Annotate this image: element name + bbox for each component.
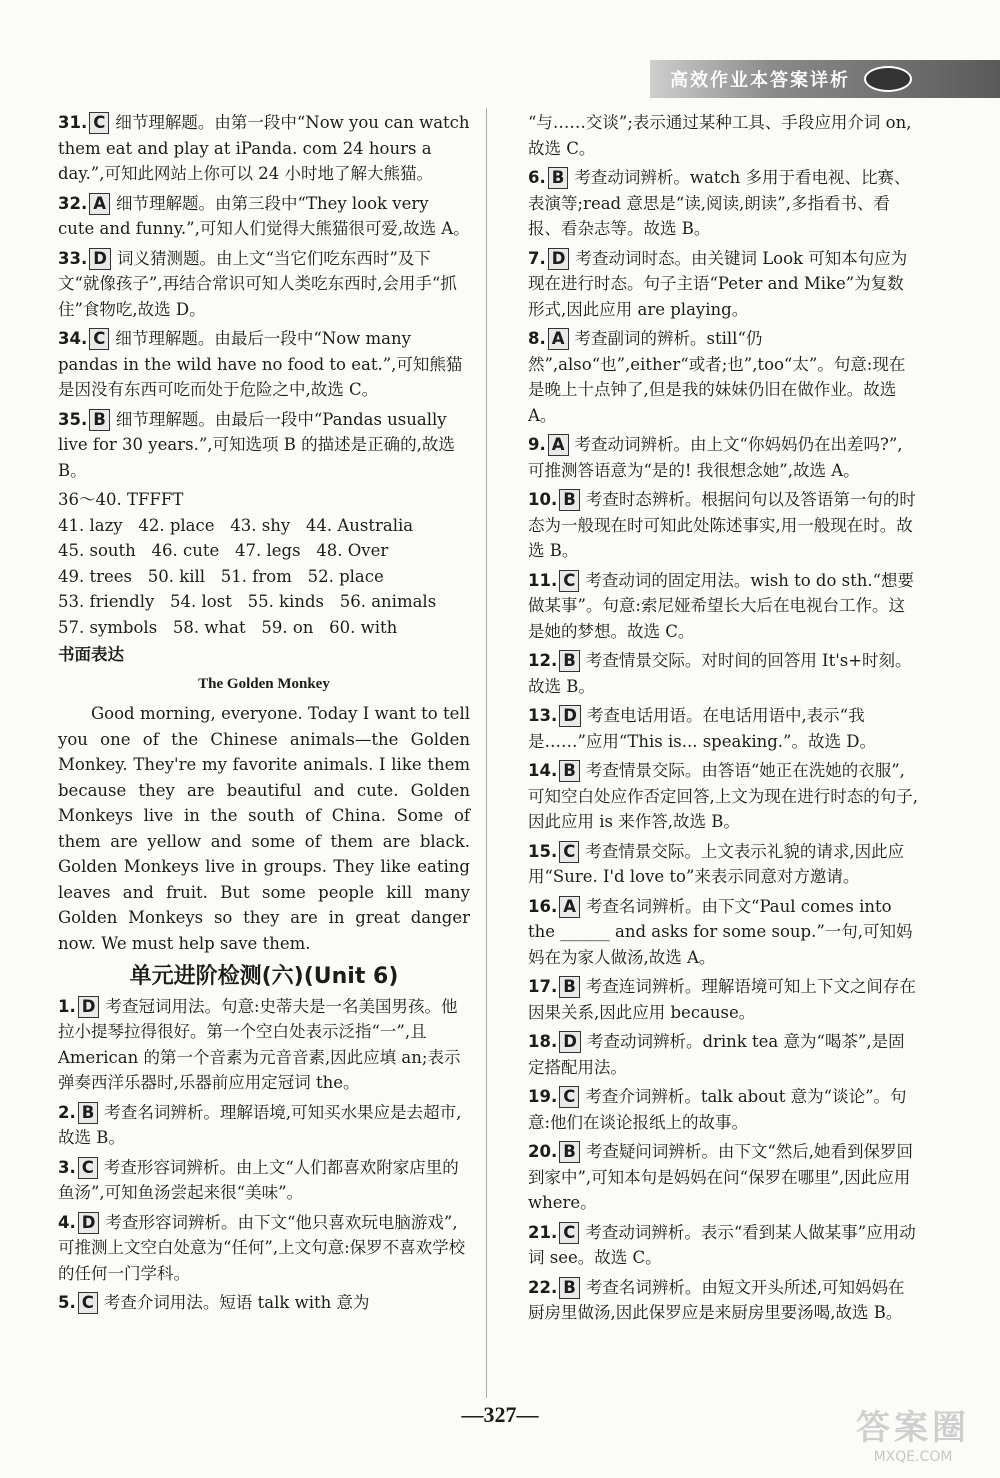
- answer-letter-box: B: [559, 650, 580, 672]
- answer-item: [528, 568, 918, 645]
- explanation-text: 考查动词辨析。由上文“你妈妈仍在出差吗?”,可推测答语意为“是的! 我很想念她”,故选 A。: [528, 435, 903, 480]
- answer-item: [58, 1100, 470, 1151]
- explanation-text: 考查介词用法。短语 talk with 意为: [103, 1293, 370, 1312]
- answer-letter-box: D: [548, 248, 570, 270]
- answer-item: [528, 839, 918, 890]
- answer-letter-box: C: [559, 1086, 579, 1108]
- continued-text: “与……交谈”;表示通过某种工具、手段应用介词 on,故选 C。: [528, 113, 912, 158]
- question-number: 12.: [528, 651, 558, 670]
- unit-title: 单元进阶检测(六)(Unit 6): [129, 964, 399, 989]
- answer-letter-box: D: [89, 248, 111, 270]
- essay-body: Good morning, everyone. Today I want to tell you one of the Chinese animals—the Golden Monkey. They're my favorite animals. I like them because they are beautiful and cute. Golden Monkeys live in the south of China. Some of them are yellow and some of them are black. Golden Monkeys live in groups. They like eating leaves and fruit. But some people kill many Golden Monkeys so they are in great danger now. We must help save them.: [58, 704, 470, 953]
- question-number: 5.: [58, 1293, 76, 1312]
- explanation-text: 词义猜测题。由上文“当它们吃东西时”及下文“就像孩子”,再结合常识可知人类吃东西时,会用手“抓住”食物吃,故选 D。: [58, 248, 457, 319]
- answer-line: 36～40. TFFFT: [58, 490, 184, 509]
- answer-item: [528, 1275, 918, 1326]
- answer-item: [58, 1210, 470, 1287]
- question-number: 16.: [528, 896, 558, 916]
- watermark-logo: [838, 1400, 988, 1470]
- answer-item: [528, 758, 918, 835]
- answer-letter-box: C: [559, 570, 579, 592]
- question-number: 4.: [58, 1212, 76, 1232]
- explanation-text: 考查动词辨析。表示“看到某人做某事”应用动词 see。故选 C。: [528, 1222, 916, 1267]
- header-title: 高效作业本答案详析: [670, 70, 850, 91]
- question-number: 33.: [58, 248, 88, 268]
- explanation-text: 细节理解题。由最后一段中“Now many pandas in the wild have no food to eat.”,可知熊猫是因没有东西可吃而处于危险之中,故选 C。: [58, 329, 463, 399]
- answer-letter-box: B: [559, 976, 580, 998]
- answer-letter-box: B: [89, 409, 110, 431]
- explanation-text: 考查情景交际。由答语“她正在洗她的衣服”,可知空白处应作否定回答,上文为现在进行时态的句子,因此应用 is 来作答,故选 B。: [528, 761, 918, 831]
- explanation-text: 考查形容词辨析。由上文“人们都喜欢附家店里的鱼汤”,可知鱼汤尝起来很“美味”。: [58, 1157, 459, 1202]
- explanation-text: 考查动词辨析。watch 多用于看电视、比赛、表演等;read 意思是“读,阅读,朗读”,多指看书、看报、看杂志等。故选 B。: [528, 168, 911, 238]
- explanation-text: 考查疑问词辨析。由下文“然后,她看到保罗回到家中”,可知本句是妈妈在问“保罗在哪里”,因此应用 where。: [528, 1142, 913, 1212]
- answer-item: [528, 703, 918, 754]
- page-number: —327—: [461, 1402, 539, 1427]
- answer-item: [58, 246, 470, 323]
- essay-title: The Golden Monkey: [198, 675, 330, 692]
- answer-letter-box: C: [78, 1292, 98, 1314]
- answer-line: 53. friendly 54. lost 55. kinds 56. animals: [58, 592, 437, 611]
- explanation-text: 细节理解题。由第三段中“They look very cute and funny.”,可知人们觉得大熊猫很可爱,故选 A。: [58, 193, 470, 238]
- explanation-text: 细节理解题。由最后一段中“Pandas usually live for 30 years.”,可知选项 B 的描述是正确的,故选 B。: [58, 409, 455, 480]
- answer-item: [528, 432, 918, 483]
- question-number: 7.: [528, 248, 546, 268]
- answer-item: [58, 1290, 470, 1316]
- question-number: 14.: [528, 761, 558, 780]
- answer-letter-box: B: [559, 489, 580, 511]
- answer-letter-box: A: [89, 193, 110, 215]
- answer-letter-box: C: [89, 112, 109, 134]
- question-number: 21.: [528, 1222, 558, 1242]
- answer-letter-box: C: [559, 841, 579, 863]
- answer-item: [58, 1155, 470, 1206]
- answer-letter-box: B: [559, 1277, 580, 1299]
- explanation-text: 考查连词辨析。理解语境可知上下文之间存在因果关系,因此应用 because。: [528, 977, 916, 1022]
- answer-item: [528, 1139, 918, 1216]
- question-number: 32.: [58, 193, 88, 213]
- watermark-url: MXQE.COM: [873, 1449, 953, 1465]
- watermark-text: 答案圈: [856, 1408, 970, 1448]
- answer-letter-box: C: [89, 328, 109, 350]
- explanation-text: 考查名词辨析。理解语境,可知买水果应是去超市,故选 B。: [58, 1102, 462, 1147]
- answer-item: [528, 326, 918, 428]
- answer-item: [58, 407, 470, 484]
- explanation-text: 考查动词时态。由关键词 Look 可知本句应为现在进行时态。句子主语“Peter and Mike”为复数形式,因此应用 are playing。: [528, 248, 908, 319]
- answer-letter-box: B: [559, 760, 580, 782]
- answer-letter-box: D: [78, 996, 100, 1018]
- answer-letter-box: D: [78, 1212, 100, 1234]
- question-number: 8.: [528, 329, 546, 348]
- answer-letter-box: C: [559, 1222, 579, 1244]
- answer-item: [58, 191, 470, 242]
- question-number: 17.: [528, 977, 558, 996]
- explanation-text: 考查形容词辨析。由下文“他只喜欢玩电脑游戏”,可推测上文空白处意为“任何”,上文句意:保罗不喜欢学校的任何一门学科。: [58, 1212, 466, 1283]
- question-number: 20.: [528, 1142, 558, 1161]
- question-number: 1.: [58, 996, 76, 1016]
- answer-letter-box: B: [78, 1102, 99, 1124]
- question-number: 31.: [58, 113, 88, 132]
- explanation-text: 考查副词的辨析。still“仍然”,also“也”,either“或者;也”,too“太”。句意:现在是晚上十点钟了,但是我的妹妹仍旧在做作业。故选 A。: [528, 329, 906, 425]
- explanation-text: 考查电话用语。在电话用语中,表示“我是……”应用“This is... speaking.”。故选 D。: [528, 706, 876, 751]
- answer-letter-box: A: [559, 896, 580, 918]
- question-number: 35.: [58, 409, 88, 429]
- explanation-text: 考查冠词用法。句意:史蒂夫是一名美国男孩。他拉小提琴拉得很好。第一个空白处表示泛指“一”,且 American 的第一个音素为元音音素,因此应填 an;表示弹奏西洋乐器时,乐器前应用定冠词 the。: [58, 996, 461, 1092]
- answer-letter-box: D: [559, 705, 581, 727]
- column-divider: [486, 108, 487, 1398]
- question-number: 19.: [528, 1087, 558, 1106]
- book-logo-icon: [864, 66, 912, 92]
- answer-letter-box: A: [548, 328, 569, 350]
- answer-item: [528, 648, 918, 699]
- question-number: 15.: [528, 841, 558, 861]
- explanation-text: 考查介词辨析。talk about 意为“谈论”。句意:他们在谈论报纸上的故事。: [528, 1087, 907, 1132]
- answer-item: [528, 1220, 918, 1271]
- explanation-text: 考查情景交际。上文表示礼貌的请求,因此应用“Sure. I'd love to”来表示同意对方邀请。: [528, 841, 905, 886]
- explanation-text: 考查名词辨析。由短文开头所述,可知妈妈在厨房里做汤,因此保罗应是来厨房里要汤喝,故选 B。: [528, 1277, 905, 1322]
- question-number: 2.: [58, 1102, 76, 1122]
- question-number: 9.: [528, 435, 546, 454]
- explanation-text: 细节理解题。由第一段中“Now you can watch them eat and play at iPanda. com 24 hours a day.”,可知此网站上你可以 24 小时地了解大熊猫。: [58, 113, 470, 183]
- explanation-text: 考查动词的固定用法。wish to do sth.“想要做某事”。句意:索尼娅希望长大后在电视台工作。这是她的梦想。故选 C。: [528, 570, 915, 641]
- answer-line: 57. symbols 58. what 59. on 60. with: [58, 617, 398, 637]
- question-number: 34.: [58, 329, 88, 348]
- question-number: 13.: [528, 706, 558, 725]
- answer-line: 41. lazy 42. place 43. shy 44. Australia: [58, 515, 414, 535]
- answer-item: [58, 110, 470, 187]
- answer-line: 49. trees 50. kill 51. from 52. place: [58, 566, 384, 586]
- question-number: 3.: [58, 1157, 76, 1177]
- explanation-text: 考查名词辨析。由下文“Paul comes into the ______ and asks for some soup.”一句,可知妈妈在为家人做汤,故选 A。: [528, 896, 913, 967]
- question-number: 6.: [528, 168, 546, 187]
- question-number: 11.: [528, 570, 558, 590]
- section-heading: 书面表达: [58, 645, 124, 664]
- answer-item: [58, 326, 470, 403]
- explanation-text: 考查动词辨析。drink tea 意为“喝茶”,是固定搭配用法。: [528, 1032, 905, 1077]
- explanation-text: 考查时态辨析。根据问句以及答语第一句的时态为一般现在时可知此处陈述事实,用一般现在时。故选 B。: [528, 490, 916, 560]
- answer-item: [528, 487, 918, 564]
- question-number: 18.: [528, 1032, 558, 1051]
- answer-item: [528, 894, 918, 971]
- question-number: 22.: [528, 1277, 558, 1297]
- answer-item: [58, 994, 470, 1096]
- answer-letter-box: D: [559, 1031, 581, 1053]
- answer-item: [528, 974, 918, 1025]
- answer-letter-box: C: [78, 1157, 98, 1179]
- right-column: [528, 110, 918, 1330]
- answer-letter-box: B: [559, 1141, 580, 1163]
- left-column: [58, 110, 470, 1320]
- answer-line: 45. south 46. cute 47. legs 48. Over: [58, 541, 389, 560]
- answer-item: [528, 246, 918, 323]
- answer-item: [528, 165, 918, 242]
- answer-letter-box: B: [548, 167, 569, 189]
- answer-item: [528, 1084, 918, 1135]
- page-header: [650, 60, 1000, 98]
- answer-item: [528, 1029, 918, 1080]
- question-number: 10.: [528, 490, 558, 509]
- answer-letter-box: A: [548, 434, 569, 456]
- explanation-text: 考查情景交际。对时间的回答用 It's+时刻。故选 B。: [528, 651, 912, 696]
